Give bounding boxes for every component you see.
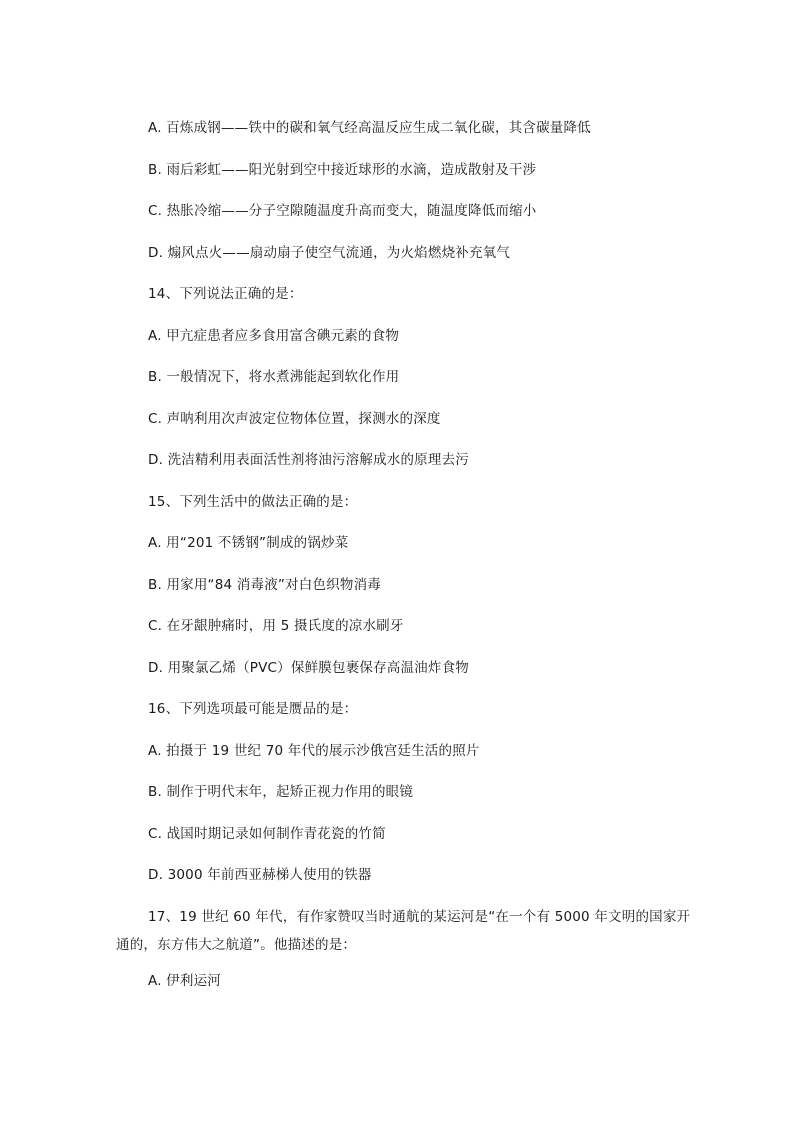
q14-option-a: A. 甲亢症患者应多食用富含碘元素的食物 [148,328,400,344]
q13-option-a: A. 百炼成钢——铁中的碳和氧气经高温反应生成二氧化碳，其含碳量降低 [148,120,591,136]
q17-option-a: A. 伊利运河 [148,973,221,989]
q16-option-c: C. 战国时期记录如何制作青花瓷的竹简 [148,826,386,842]
q14-option-d: D. 洗洁精利用表面活性剂将油污溶解成水的原理去污 [148,452,469,468]
q15-option-b: B. 用家用“84 消毒液”对白色织物消毒 [148,577,382,593]
q16-option-a: A. 拍摄于 19 世纪 70 年代的展示沙俄宫廷生活的照片 [148,743,480,759]
q13-option-b: B. 雨后彩虹——阳光射到空中接近球形的水滴，造成散射及干涉 [148,162,537,178]
q17-stem: 17、19 世纪 60 年代，有作家赞叹当时通航的某运河是“在一个有 5000 年文明的国家开通的，东方伟大之航道”。他描述的是： [116,909,691,953]
q15-stem: 15、下列生活中的做法正确的是： [148,494,358,510]
q13-option-c: C. 热胀冷缩——分子空隙随温度升高而变大，随温度降低而缩小 [148,203,537,219]
q16-stem: 16、下列选项最可能是赝品的是： [148,701,358,717]
q15-option-d: D. 用聚氯乙烯（PVC）保鲜膜包裹保存高温油炸食物 [148,660,469,676]
q14-option-b: B. 一般情况下，将水煮沸能起到软化作用 [148,369,400,385]
q16-option-b: B. 制作于明代末年，起矫正视力作用的眼镜 [148,784,414,800]
q15-option-c: C. 在牙龈肿痛时，用 5 摄氏度的凉水刷牙 [148,618,404,634]
q14-stem: 14、下列说法正确的是： [148,286,303,302]
q15-option-a: A. 用“201 不锈钢”制成的锅炒菜 [148,535,349,551]
q14-option-c: C. 声呐利用次声波定位物体位置，探测水的深度 [148,411,441,427]
q16-option-d: D. 3000 年前西亚赫梯人使用的铁器 [148,867,372,883]
q13-option-d: D. 煽风点火——扇动扇子使空气流通，为火焰燃烧补充氧气 [148,245,511,261]
